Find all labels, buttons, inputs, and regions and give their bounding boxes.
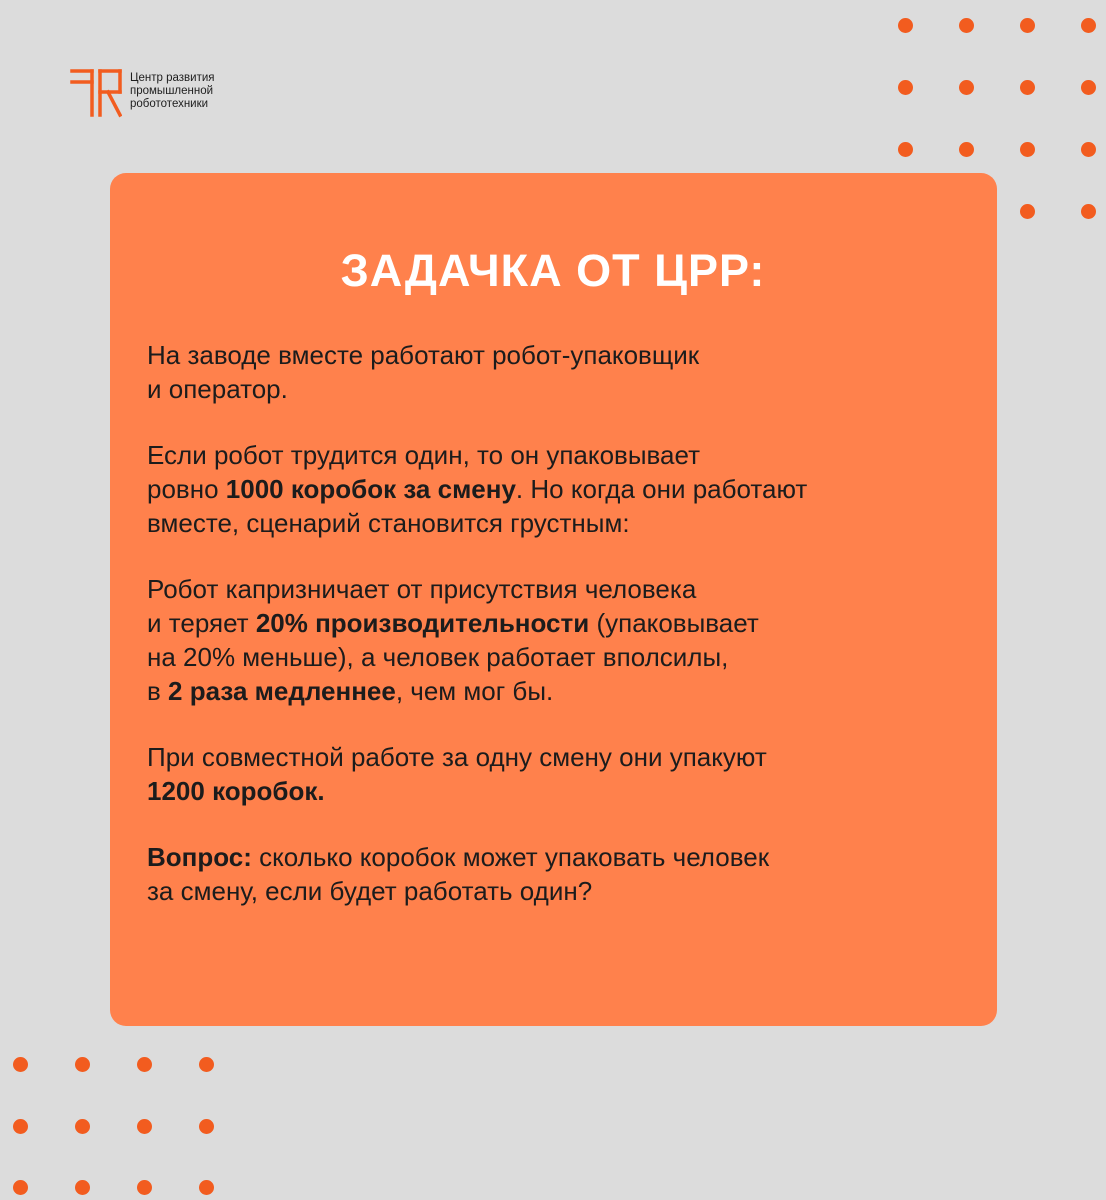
dot	[959, 80, 974, 95]
highlight-slowdown: 2 раза медленнее	[168, 676, 396, 706]
dot	[1081, 18, 1096, 33]
text-line: и оператор.	[147, 374, 288, 404]
dot	[13, 1119, 28, 1134]
paragraph-question	[147, 840, 977, 908]
text-fragment: и теряет	[147, 608, 256, 638]
dot	[137, 1057, 152, 1072]
dot	[1081, 204, 1096, 219]
paragraph-joint-work	[147, 740, 977, 808]
brand-logo	[70, 68, 215, 118]
text-fragment: , чем мог бы.	[395, 676, 554, 706]
brand-line-3: робототехники	[130, 98, 209, 110]
highlight-joint-output: 1200 коробок.	[147, 776, 325, 806]
text-line: На заводе вместе работают робот-упаковщик	[147, 340, 700, 370]
text-fragment: в	[147, 676, 169, 706]
text-line: за смену, если будет работать один?	[147, 876, 593, 906]
dot	[75, 1057, 90, 1072]
dot	[75, 1180, 90, 1195]
dot	[13, 1057, 28, 1072]
dot	[199, 1057, 214, 1072]
brand-name	[130, 72, 215, 111]
dot	[75, 1119, 90, 1134]
text-line: на 20% меньше), а человек работает вполсилы,	[147, 642, 729, 672]
dot	[1020, 142, 1035, 157]
dot	[1081, 142, 1096, 157]
task-title: ЗАДАЧКА ОТ ЦРР:	[340, 245, 766, 296]
dot	[898, 18, 913, 33]
brand-line-2: промышленной	[130, 85, 214, 97]
text-line: Если робот трудится один, то он упаковывает	[147, 440, 701, 470]
dot	[959, 18, 974, 33]
dot	[199, 1119, 214, 1134]
dot	[137, 1180, 152, 1195]
text-line: Робот капризничает от присутствия человека	[147, 574, 697, 604]
paragraph-intro	[147, 338, 977, 406]
brand-line-1: Центр развития	[130, 72, 215, 84]
dot	[898, 80, 913, 95]
highlight-productivity-loss: 20% производительности	[255, 608, 590, 638]
text-fragment: . Но когда они работают	[515, 474, 808, 504]
paragraph-robot-alone	[147, 438, 977, 540]
task-body	[147, 338, 977, 940]
question-label: Вопрос:	[147, 842, 252, 872]
dot	[1081, 80, 1096, 95]
highlight-robot-output: 1000 коробок за смену	[225, 474, 516, 504]
dot	[959, 142, 974, 157]
dot	[898, 142, 913, 157]
text-fragment: (упаковывает	[589, 608, 759, 638]
text-line: При совместной работе за одну смену они упакуют	[147, 742, 767, 772]
crr-logo-icon	[70, 68, 122, 118]
paragraph-conditions	[147, 572, 977, 708]
dot	[1020, 80, 1035, 95]
dot	[137, 1119, 152, 1134]
text-line: вместе, сценарий становится грустным:	[147, 508, 630, 538]
dot	[1020, 18, 1035, 33]
dot	[13, 1180, 28, 1195]
dot	[1020, 204, 1035, 219]
text-fragment: ровно	[147, 474, 226, 504]
dot	[199, 1180, 214, 1195]
text-fragment: сколько коробок может упаковать человек	[251, 842, 770, 872]
